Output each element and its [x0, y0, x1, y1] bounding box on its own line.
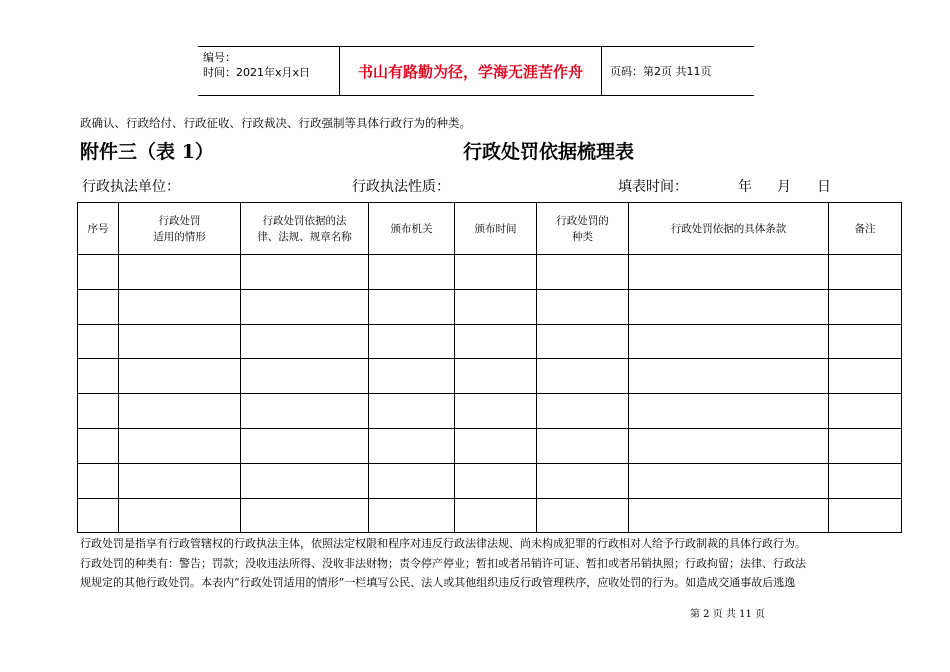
table-cell[interactable] — [78, 324, 119, 359]
table-row — [78, 498, 902, 533]
table-cell[interactable] — [829, 255, 902, 290]
table-cell[interactable] — [455, 324, 537, 359]
day-label: 日 — [817, 179, 831, 195]
table-cell[interactable] — [119, 359, 241, 394]
table-row — [78, 428, 902, 463]
table-cell[interactable] — [537, 463, 629, 498]
column-header-line: 序号 — [87, 222, 109, 235]
penalty-basis-table — [77, 202, 902, 533]
table-row — [78, 289, 902, 324]
table-cell[interactable] — [369, 289, 455, 324]
table-cell[interactable] — [369, 463, 455, 498]
table-cell[interactable] — [829, 498, 902, 533]
table-cell[interactable] — [537, 359, 629, 394]
table-cell[interactable] — [119, 324, 241, 359]
footer-line: 行政处罚是指享有行政管辖权的行政执法主体，依照法定权限和程序对违反行政法律法规、尚未构成犯罪的行政相对人给予行政制裁的具体行政行为。 — [80, 537, 806, 550]
intro-text: 政确认、行政给付、行政征收、行政裁决、行政强制等具体行政行为的种类。 — [80, 116, 471, 130]
nature-label: 行政执法性质： — [352, 179, 450, 195]
table-cell[interactable] — [241, 289, 369, 324]
table-cell[interactable] — [629, 428, 829, 463]
table-cell[interactable] — [537, 255, 629, 290]
column-header-line: 种类 — [572, 230, 593, 243]
table-cell[interactable] — [537, 428, 629, 463]
table-cell[interactable] — [455, 394, 537, 429]
table-cell[interactable] — [455, 428, 537, 463]
title-row — [80, 137, 900, 165]
table-cell[interactable] — [241, 498, 369, 533]
column-header-line: 行政处罚 — [158, 214, 201, 227]
table-cell[interactable] — [119, 428, 241, 463]
table-cell[interactable] — [78, 463, 119, 498]
table-cell[interactable] — [241, 463, 369, 498]
table-cell[interactable] — [537, 498, 629, 533]
table-cell[interactable] — [241, 359, 369, 394]
footer-line: 规规定的其他行政处罚。本表内“行政处罚适用的情形”一栏填写公民、法人或其他组织违反行政管理秩序，应收处罚的行为。如造成交通事故后逃逸 — [80, 576, 796, 589]
table-cell[interactable] — [369, 255, 455, 290]
table-cell[interactable] — [455, 498, 537, 533]
table-cell[interactable] — [829, 324, 902, 359]
column-header — [629, 203, 829, 255]
table-cell[interactable] — [455, 359, 537, 394]
table-cell[interactable] — [119, 255, 241, 290]
table-cell[interactable] — [829, 428, 902, 463]
table-cell[interactable] — [369, 394, 455, 429]
column-header-line: 行政处罚依据的具体条款 — [670, 222, 787, 235]
table-cell[interactable] — [78, 359, 119, 394]
table-cell[interactable] — [455, 463, 537, 498]
column-header-line: 适用的情形 — [153, 230, 206, 243]
table-row — [78, 394, 902, 429]
page-footer: 第 2 页 共 11 页 — [690, 609, 765, 620]
annex-label: 附件三（表 1） — [80, 141, 214, 163]
column-header — [369, 203, 455, 255]
table-cell[interactable] — [78, 289, 119, 324]
table-cell[interactable] — [369, 324, 455, 359]
table-cell[interactable] — [119, 394, 241, 429]
table-cell[interactable] — [629, 324, 829, 359]
column-header-line: 颁布时间 — [474, 222, 517, 235]
date-fill-label: 填表时间： — [618, 179, 688, 195]
column-header-line: 行政处罚的 — [556, 214, 609, 227]
column-header-line: 颁布机关 — [390, 222, 433, 235]
table-cell[interactable] — [629, 255, 829, 290]
header-page-label: 页码：第2页 共11页 — [610, 65, 712, 78]
column-header — [829, 203, 902, 255]
table-cell[interactable] — [537, 289, 629, 324]
table-body — [78, 255, 902, 533]
table-header-row — [78, 203, 902, 255]
column-header-line: 行政处罚依据的法 — [262, 214, 347, 227]
column-header-line: 备注 — [854, 222, 876, 235]
table-row — [78, 359, 902, 394]
table-cell[interactable] — [629, 498, 829, 533]
year-label: 年 — [738, 179, 752, 195]
table-cell[interactable] — [78, 394, 119, 429]
header-motto: 书山有路勤为径，学海无涯苦作舟 — [340, 47, 602, 95]
table-cell[interactable] — [629, 359, 829, 394]
table-cell[interactable] — [537, 394, 629, 429]
table-cell[interactable] — [537, 324, 629, 359]
month-label: 月 — [777, 179, 791, 195]
column-header — [241, 203, 369, 255]
table-cell[interactable] — [629, 289, 829, 324]
table-cell[interactable] — [829, 394, 902, 429]
column-header — [119, 203, 241, 255]
table-cell[interactable] — [241, 324, 369, 359]
table-cell[interactable] — [78, 498, 119, 533]
table-row — [78, 324, 902, 359]
table-cell[interactable] — [829, 463, 902, 498]
page-title: 行政处罚依据梳理表 — [463, 141, 635, 163]
table-cell[interactable] — [369, 359, 455, 394]
table-cell[interactable] — [241, 394, 369, 429]
page-header — [198, 46, 754, 96]
table-cell[interactable] — [119, 463, 241, 498]
table-cell[interactable] — [241, 255, 369, 290]
column-header — [78, 203, 119, 255]
table-cell[interactable] — [829, 359, 902, 394]
table-cell[interactable] — [829, 289, 902, 324]
unit-label: 行政执法单位： — [82, 179, 180, 195]
table-cell[interactable] — [119, 498, 241, 533]
column-header — [537, 203, 629, 255]
table-cell[interactable] — [78, 255, 119, 290]
table-cell[interactable] — [241, 428, 369, 463]
table-cell[interactable] — [78, 428, 119, 463]
column-header — [455, 203, 537, 255]
table-cell[interactable] — [369, 428, 455, 463]
number-label: 编号： — [203, 51, 236, 64]
table-cell[interactable] — [455, 255, 537, 290]
table-row — [78, 255, 902, 290]
date-label: 时间：2021年x月x日 — [203, 66, 311, 79]
table-cell[interactable] — [455, 289, 537, 324]
table-cell[interactable] — [629, 463, 829, 498]
column-header-line: 律、法规、规章名称 — [257, 230, 352, 243]
footer-line: 行政处罚的种类有：警告；罚款；没收违法所得、没收非法财物；责令停产停业；暂扣或者吊销许可证、暂扣或者吊销执照；行政拘留；法律、行政法 — [80, 556, 806, 570]
table-cell[interactable] — [629, 394, 829, 429]
table-row — [78, 463, 902, 498]
table-cell[interactable] — [369, 498, 455, 533]
footer-notes — [80, 534, 902, 593]
table-cell[interactable] — [119, 289, 241, 324]
header-info — [198, 47, 340, 95]
